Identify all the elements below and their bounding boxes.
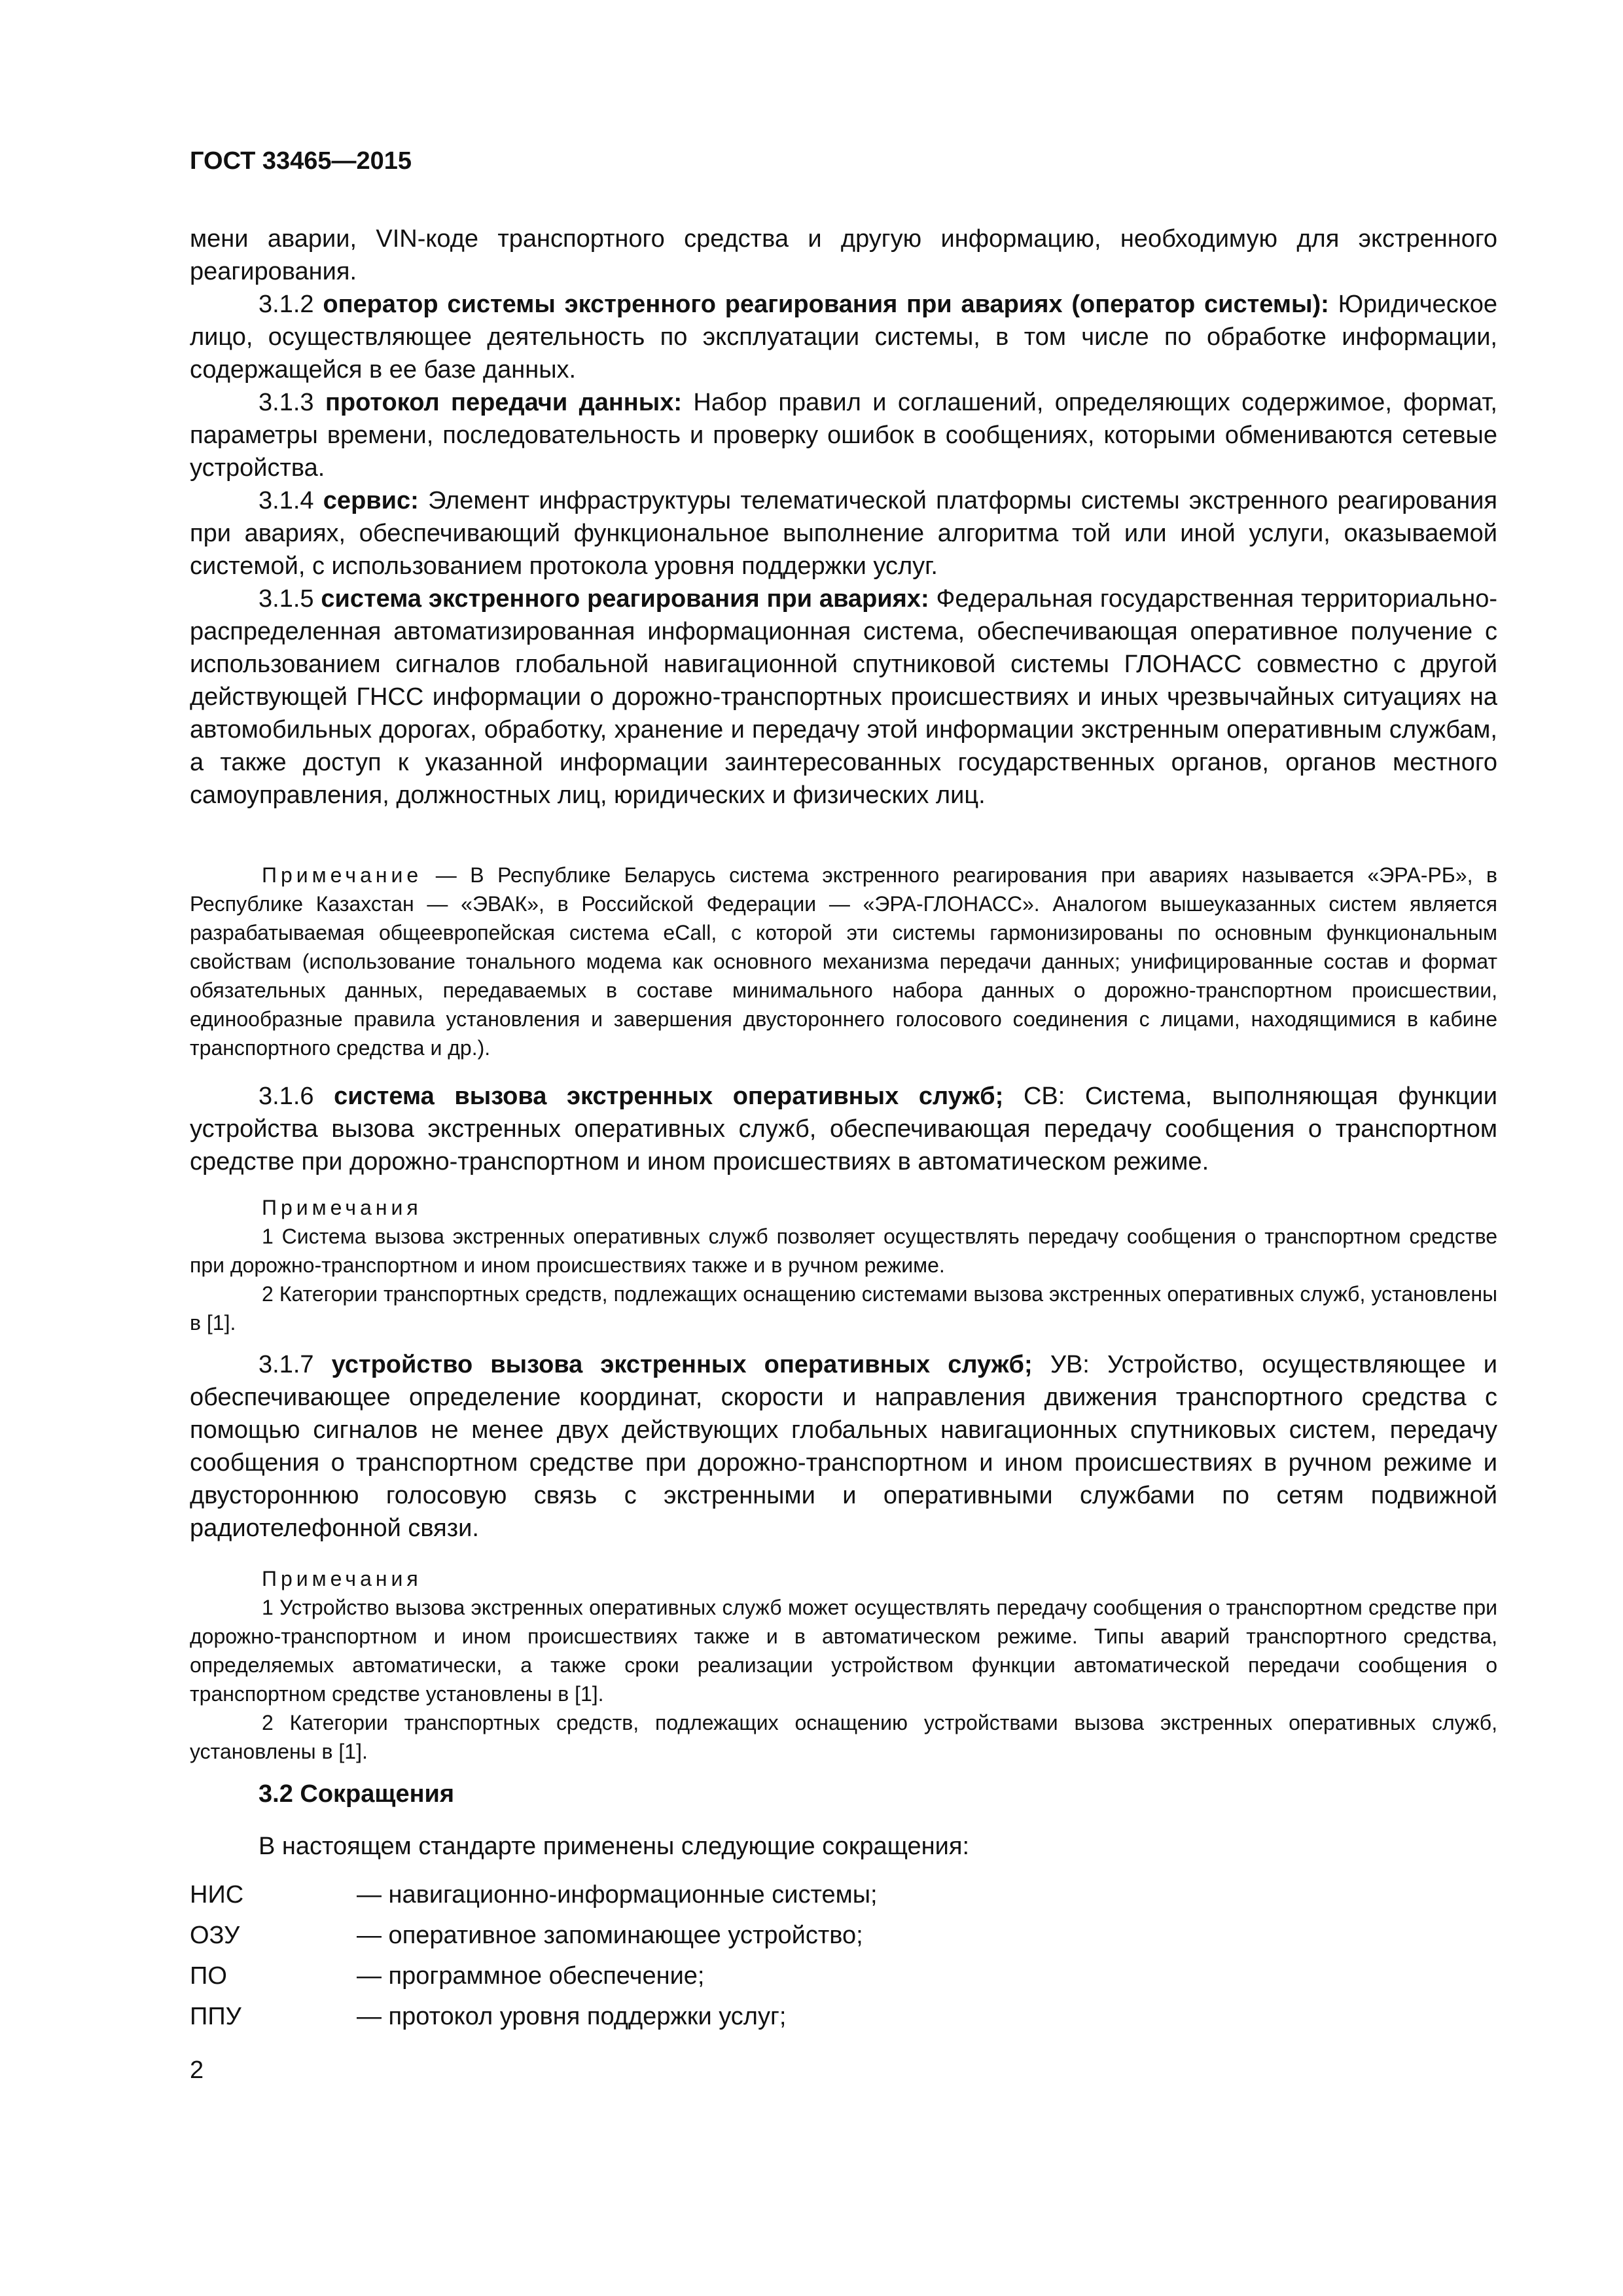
definition: УВ: Устройство, осуществляющее и обеспечивающее определение координат, скорости и направления движения транспортного средства с помощью сигналов не менее двух действующих глобальных навигационных спутниковых систем, передачу сообщения о транспортном средстве при дорожно-транспортном и ином происшествиях в ручном режиме и двустороннюю голосовую связь с экстренными и оперативными службами по сетям подвижной радиотелефонной связи. <box>190 1351 1497 1542</box>
note-3-1-7-2: 2 Категории транспортных средств, подлежащих оснащению устройствами вызова экстренных оперативных служб, установлены в [1]. <box>190 1711 1497 1763</box>
term: система экстренного реагирования при авариях: <box>321 585 929 613</box>
note-text: — В Республике Беларусь система экстренного реагирования при авариях называется «ЭРА-РБ», в Республике Казахстан — «ЭВАК», в Российской Федерации — «ЭРА-ГЛОНАСС». Аналогом вышеуказанных систем является разрабатываемая общеевропейская система eCall, с которой эти системы гармонизированы по основным функциональным свойствам (использование тонального модема как основного механизма передачи данных; унифицированные состав и формат обязательных данных, передаваемых в составе минимального набора данных о дорожно-транспортном происшествии, единообразные правила установления и завершения двустороннего голосового соединения с лицами, находящимися в кабине транспортного средства и др.). <box>190 863 1498 1060</box>
note-label: Примечание <box>262 863 423 887</box>
term: оператор системы экстренного реагирования при авариях (оператор системы): <box>323 291 1329 318</box>
abbreviation-term: НИС <box>190 1881 244 1909</box>
paragraph-3-1-7 <box>190 1348 1497 1545</box>
abbreviation-definition: — оперативное запоминающее устройство; <box>357 1922 863 1949</box>
abbreviation-term: ППУ <box>190 2003 241 2030</box>
definition: Юридическое лицо, осуществляющее деятельность по эксплуатации системы, в том числе по обработке информации, содержащейся в ее базе данных. <box>190 291 1498 384</box>
abbreviation-term: ПО <box>190 1962 227 1990</box>
term: сервис: <box>323 487 419 514</box>
note-3-1-7-1: 1 Устройство вызова экстренных оперативных служб может осуществлять передачу сообщения о транспортном средстве при дорожно-транспортном и ином происшествиях также и в автоматическом режиме. Типы аварий транспортного средства, определяемых автоматически, а также сроки реализации устройством функции автоматической передачи сообщения о транспортном средстве установлены в [1]. <box>190 1596 1497 1706</box>
paragraph-continuation: мени аварии, VIN-коде транспортного средства и другую информацию, необходимую для экстренного реагирования. <box>190 225 1497 285</box>
abbreviation-row <box>190 1960 1497 1992</box>
clause-number: 3.1.6 <box>259 1083 314 1110</box>
paragraph-3-1-4 <box>190 484 1497 583</box>
doc-header: ГОСТ 33465—2015 <box>190 147 412 175</box>
clause-number: 3.1.3 <box>259 389 314 416</box>
definition: Набор правил и соглашений, определяющих содержимое, формат, параметры времени, последовательность и проверку ошибок в сообщениях, которыми обмениваются сетевые устройства. <box>190 389 1497 482</box>
clause-number: 3.1.5 <box>259 585 314 613</box>
notes-title-3-1-6: Примечания <box>262 1196 422 1219</box>
page-number: 2 <box>190 2056 204 2084</box>
paragraph-3-1-3 <box>190 386 1497 484</box>
notes-title-3-1-7: Примечания <box>262 1567 422 1590</box>
paragraph-3-1-5 <box>190 583 1497 812</box>
section-title-3-2: 3.2 Сокращения <box>259 1780 455 1808</box>
paragraph-3-1-2 <box>190 288 1497 386</box>
note-3-1-5 <box>190 861 1497 1062</box>
note-3-1-6-2: 2 Категории транспортных средств, подлежащих оснащению системами вызова экстренных оперативных служб, установлены в [1]. <box>190 1282 1497 1335</box>
abbreviation-row <box>190 1919 1497 1952</box>
section-intro: В настоящем стандарте применены следующие сокращения: <box>259 1833 970 1860</box>
term: устройство вызова экстренных оперативных служб; <box>331 1351 1033 1378</box>
abbreviation-term: ОЗУ <box>190 1922 240 1949</box>
abbreviation-row <box>190 1878 1497 1911</box>
note-3-1-6-1: 1 Система вызова экстренных оперативных служб позволяет осуществлять передачу сообщения о транспортном средстве при дорожно-транспортном и ином происшествиях также и в ручном режиме. <box>190 1225 1497 1277</box>
abbreviation-definition: — протокол уровня поддержки услуг; <box>357 2003 787 2030</box>
term: система вызова экстренных оперативных служб; <box>334 1083 1004 1110</box>
term: протокол передачи данных: <box>325 389 682 416</box>
clause-number: 3.1.7 <box>259 1351 314 1378</box>
definition: Элемент инфраструктуры телематической платформы системы экстренного реагирования при авариях, обеспечивающий функциональное выполнение алгоритма той или иной услуги, оказываемой системой, с использованием протокола уровня поддержки услуг. <box>190 487 1497 580</box>
definition: СВ: Система, выполняющая функции устройства вызова экстренных оперативных служб, обеспечивающая передачу сообщения о транспортном средстве при дорожно-транспортном и ином происшествиях в автоматическом режиме. <box>190 1083 1498 1175</box>
abbreviation-row <box>190 2000 1497 2033</box>
definition: Федеральная государственная территориально-распределенная автоматизированная информационная система, обеспечивающая оперативное получение с использованием сигналов глобальной навигационной спутниковой системы ГЛОНАСС совместно с другой действующей ГНСС информации о дорожно-транспортных происшествиях и иных чрезвычайных ситуациях на автомобильных дорогах, обработку, хранение и передачу этой информации экстренным оперативным службам, а также доступ к указанной информации заинтересованных государственных органов, органов местного самоуправления, должностных лиц, юридических и физических лиц. <box>190 585 1497 809</box>
clause-number: 3.1.2 <box>259 291 314 318</box>
abbreviation-definition: — навигационно-информационные системы; <box>357 1881 878 1909</box>
abbreviation-definition: — программное обеспечение; <box>357 1962 705 1990</box>
clause-number: 3.1.4 <box>259 487 314 514</box>
paragraph-3-1-6 <box>190 1080 1497 1178</box>
